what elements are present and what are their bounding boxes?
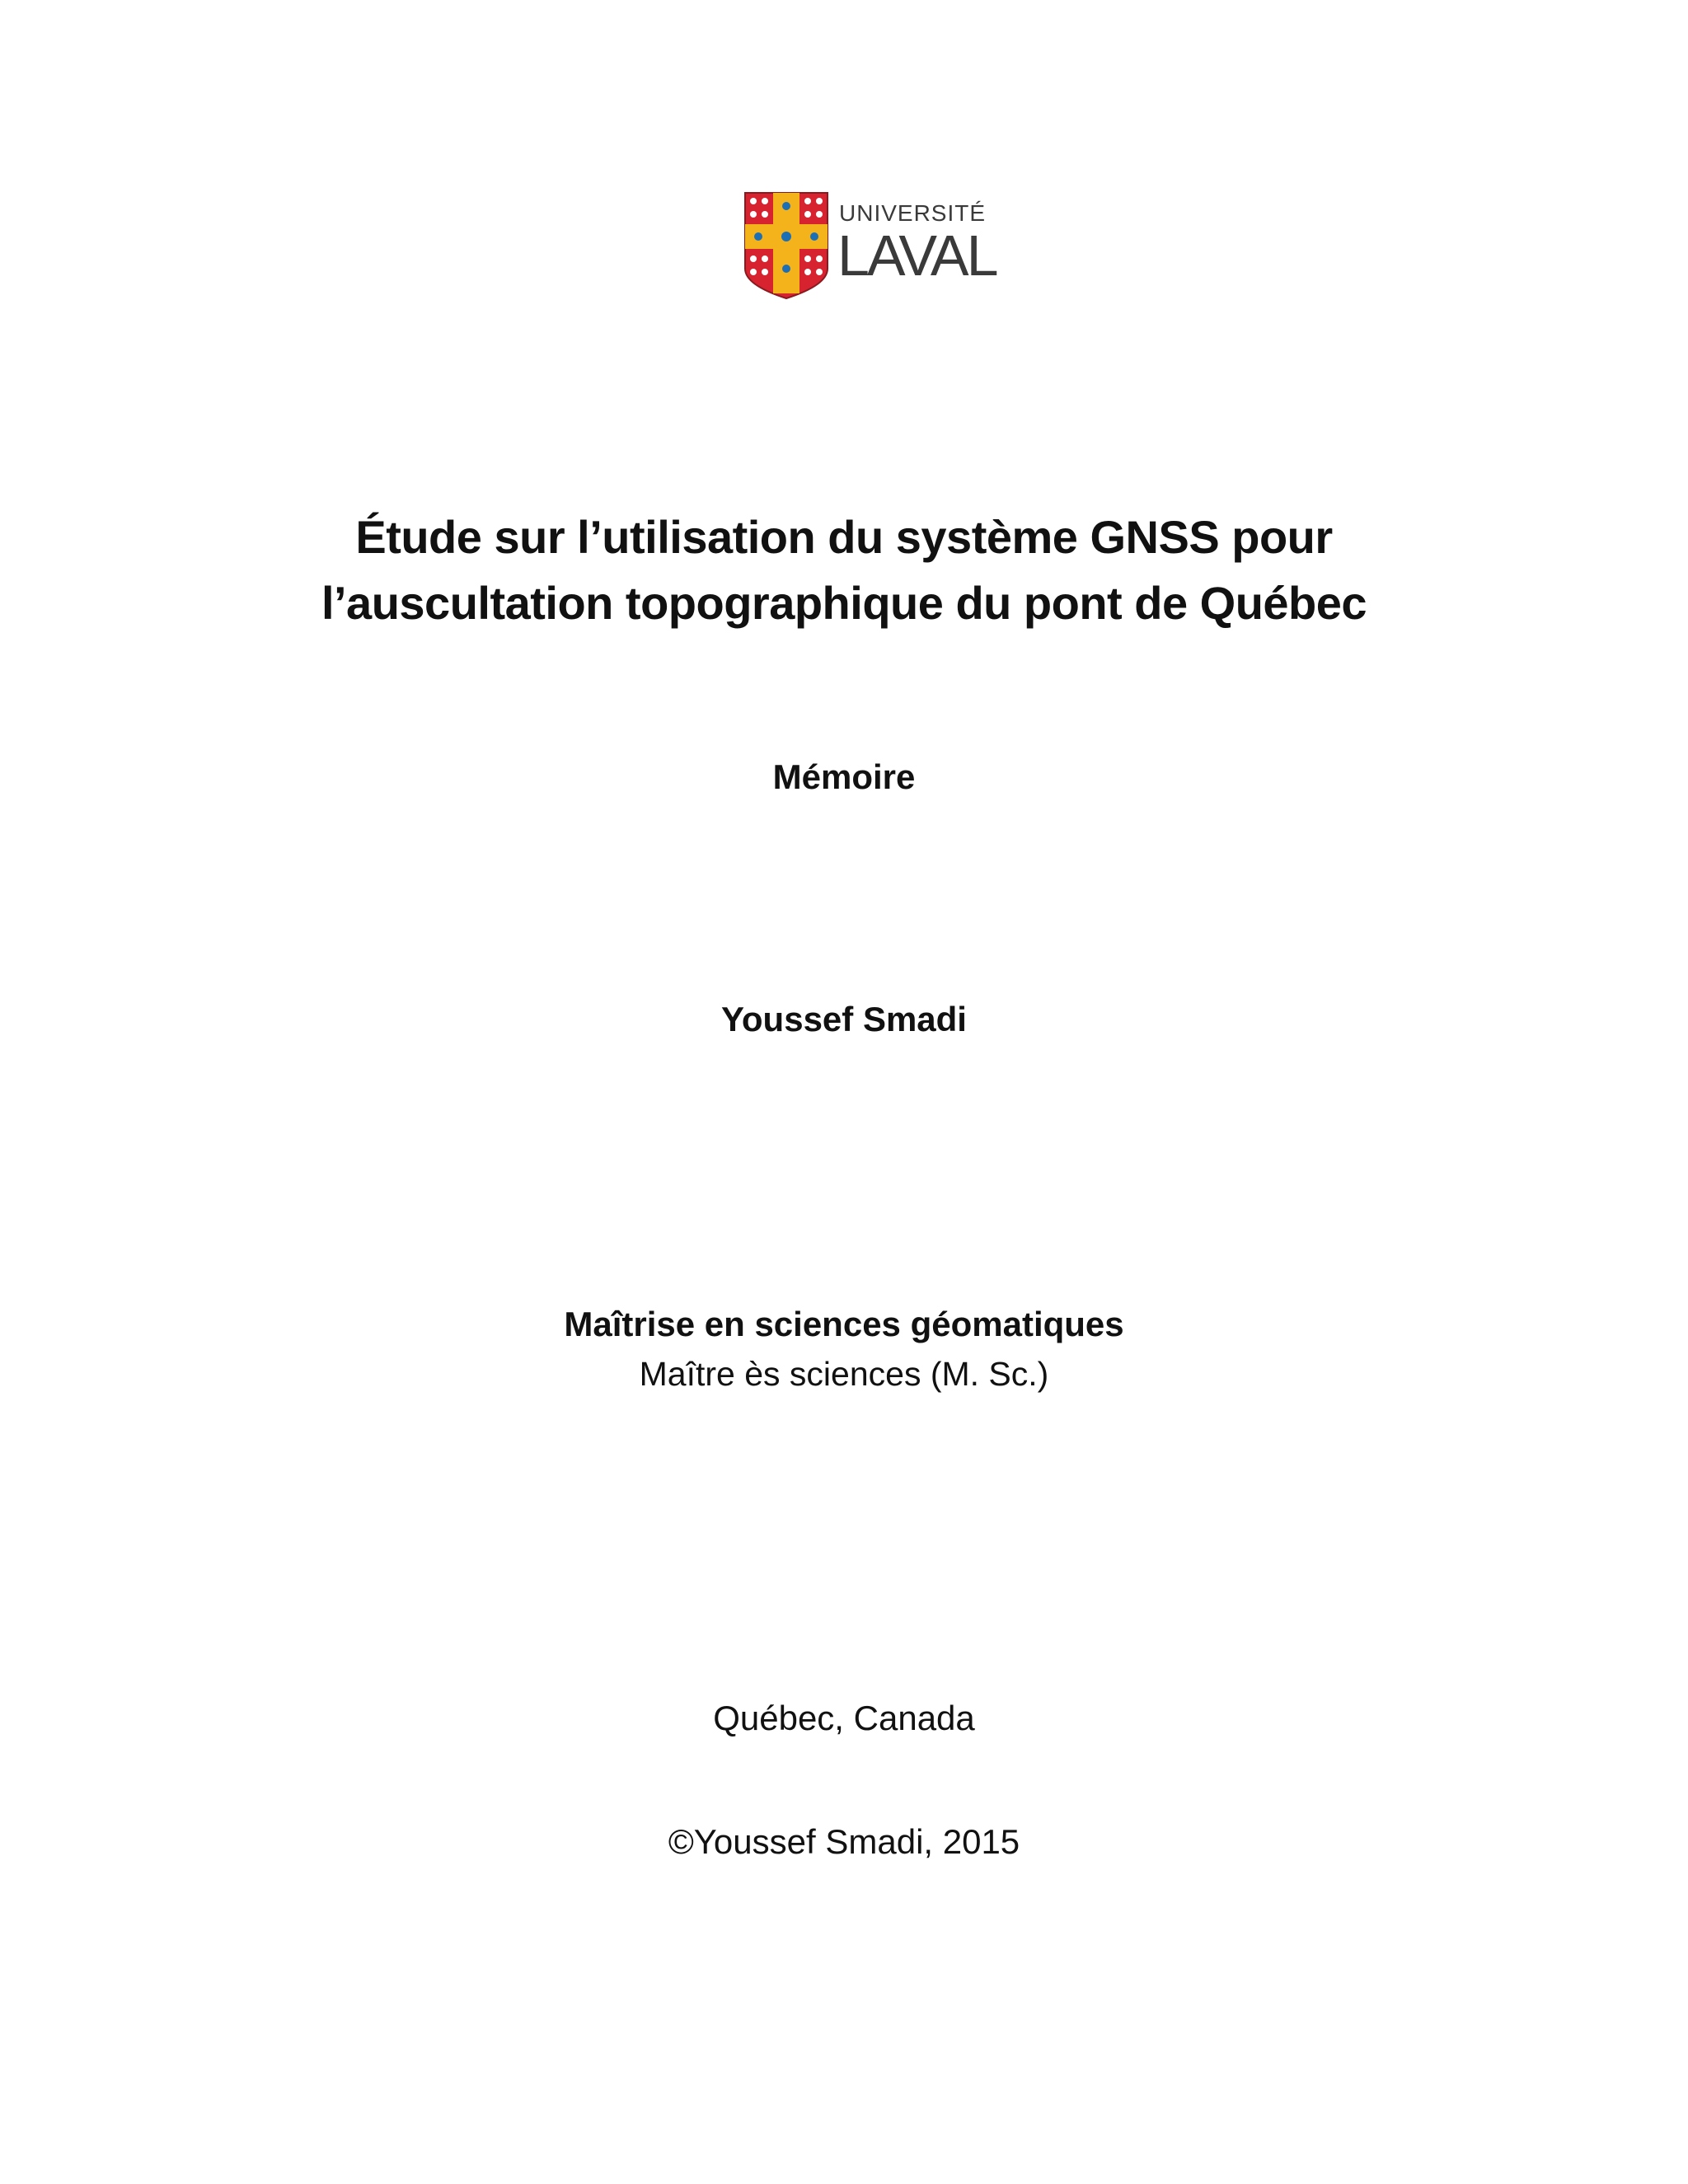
copyright-text: ©Youssef Smadi, 2015 (668, 1822, 1020, 1861)
author-name: Youssef Smadi (721, 1000, 967, 1038)
document-type: Mémoire (772, 757, 916, 796)
title-line-1: Étude sur l’utilisation du système GNSS pour (355, 511, 1333, 563)
page-title (0, 504, 1688, 636)
degree-name: Maître ès sciences (M. Sc.) (639, 1355, 1049, 1393)
university-logo-graphic (742, 190, 1006, 301)
logo-text-universite: UNIVERSITÉ (839, 200, 987, 226)
program-name: Maîtrise en sciences géomatiques (564, 1305, 1124, 1343)
shield-crest-icon (745, 193, 828, 298)
logo-text-laval: LAVAL (837, 223, 996, 288)
place-text: Québec, Canada (713, 1699, 975, 1737)
university-logo (742, 190, 1006, 301)
title-line-2: l’auscultation topographique du pont de Québec (321, 577, 1367, 629)
